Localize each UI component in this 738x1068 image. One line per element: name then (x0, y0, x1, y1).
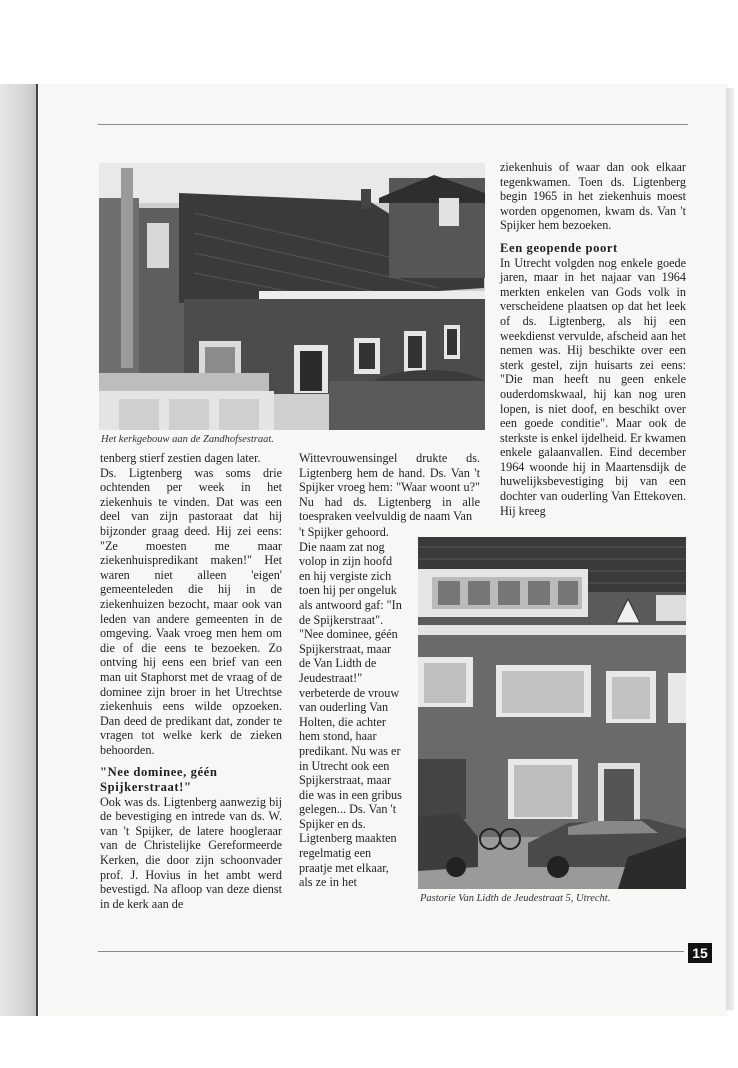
paragraph: Ook was ds. Ligtenberg aanwezig bij de bevestiging en intrede van ds. W. van 't Spijker, de latere hoogleraar van de Christelijke Gereformeerde Kerken, die door zijn schoonvader prof. J. Hovius in het ambt werd bevestigd. Na afloop van deze dienst in de kerk aan de (100, 794, 282, 911)
paragraph: Ds. Ligtenberg was soms drie ochtenden per week in het ziekenhuis te vinden. Dat was een deel van zijn pastoraat dat hij bijzonder graag deed. Hij zei eens: "Ze moesten me maar ziekenhuispredikant maken!" Het waren niet alleen 'eigen' gemeenteleden die hij in de ziekenhuizen bezocht, maar ook van leden van andere gemeenten in de omgeving. Vaak vroeg men hem om die of die eens te bezoeken. Zo ontving hij eens een brief van een man uit Staphorst met de vraag of de dominee zijn broer in het Utrechtse ziekenhuis eens wilde opzoeken. Dan deed de predikant dat, zonder te vragen tot welke kerk de zieken behoorden. (100, 465, 282, 757)
church-photo (99, 163, 485, 430)
church-photo-caption: Het kerkgebouw aan de Zandhofsestraat. (101, 434, 274, 445)
parsonage-photo (418, 537, 686, 889)
paragraph: Wittevrouwensingel drukte ds. Ligtenberg hem de hand. Ds. Van 't Spijker vroeg hem: "Waar woont u?" Nu had ds. Ligtenberg in alle toespraken veelvuldig de naam Van (299, 451, 480, 524)
text-column-right (500, 160, 686, 518)
bottom-rule (98, 951, 684, 952)
page-number: 15 (688, 943, 712, 963)
text-column-middle (299, 451, 480, 524)
text-column-left (100, 451, 282, 911)
church-photo-image (99, 163, 485, 430)
parsonage-photo-caption: Pastorie Van Lidth de Jeudestraat 5, Utrecht. (420, 893, 611, 904)
section-heading: Een geopende poort (500, 240, 618, 255)
page-edge (726, 88, 734, 1010)
paragraph: In Utrecht volgden nog enkele goede jaren, maar in het najaar van 1964 merkten enkelen van Gods volk in verscheidene plaatsen op dat het leek of ds. Ligtenberg, als hij een weekdienst vervulde, afscheid aan het nemen was. Hij beschikte over een sterk gestel, zijn huisarts zei eens: "Die man heeft nu geen enkele ouderdomskwaal, hij kan nog uren lopen, is niet doof, en beschikt over een goede conditie". Maar ook de sterkste is enkel ijdelheid. Er kwamen enkele galaanvallen. Eind december 1964 woonde hij in Maartensdijk de huwelijksbevestiging bij van een dochter van ouderling Van Ettekoven. Hij kreeg (500, 255, 686, 518)
top-rule (98, 124, 688, 125)
paragraph: 't Spijker gehoord. Die naam zat nog volop in zijn hoofd en hij vergiste zich toen hij per ongeluk als antwoord gaf: "In de Spijkerstraat". "Nee dominee, géén Spijkerstraat, maar de Van Lidth de Jeudestraat!" verbeterde de vrouw van ouderling Van Holten, die achter hem stond, haar predikant. Nu was er in Utrecht ook een Spijkerstraat, maar die was in een gribus gelegen... Ds. Van 't Spijker en ds. Ligtenberg maakten regelmatig een praatje met elkaar, als ze in het (299, 525, 402, 890)
section-heading: "Nee dominee, géén Spijkerstraat!" (100, 765, 218, 795)
paragraph: ziekenhuis of waar dan ook elkaar tegenkwamen. Toen ds. Ligtenberg begin 1965 in het ziekenhuis moest worden opgenomen, kwam ds. Van 't Spijker hem bezoeken. (500, 160, 686, 233)
text-column-middle-narrow (299, 525, 403, 890)
book-binding (0, 84, 40, 1016)
parsonage-photo-image (418, 537, 686, 889)
paragraph: tenberg stierf zestien dagen later. (100, 451, 261, 465)
